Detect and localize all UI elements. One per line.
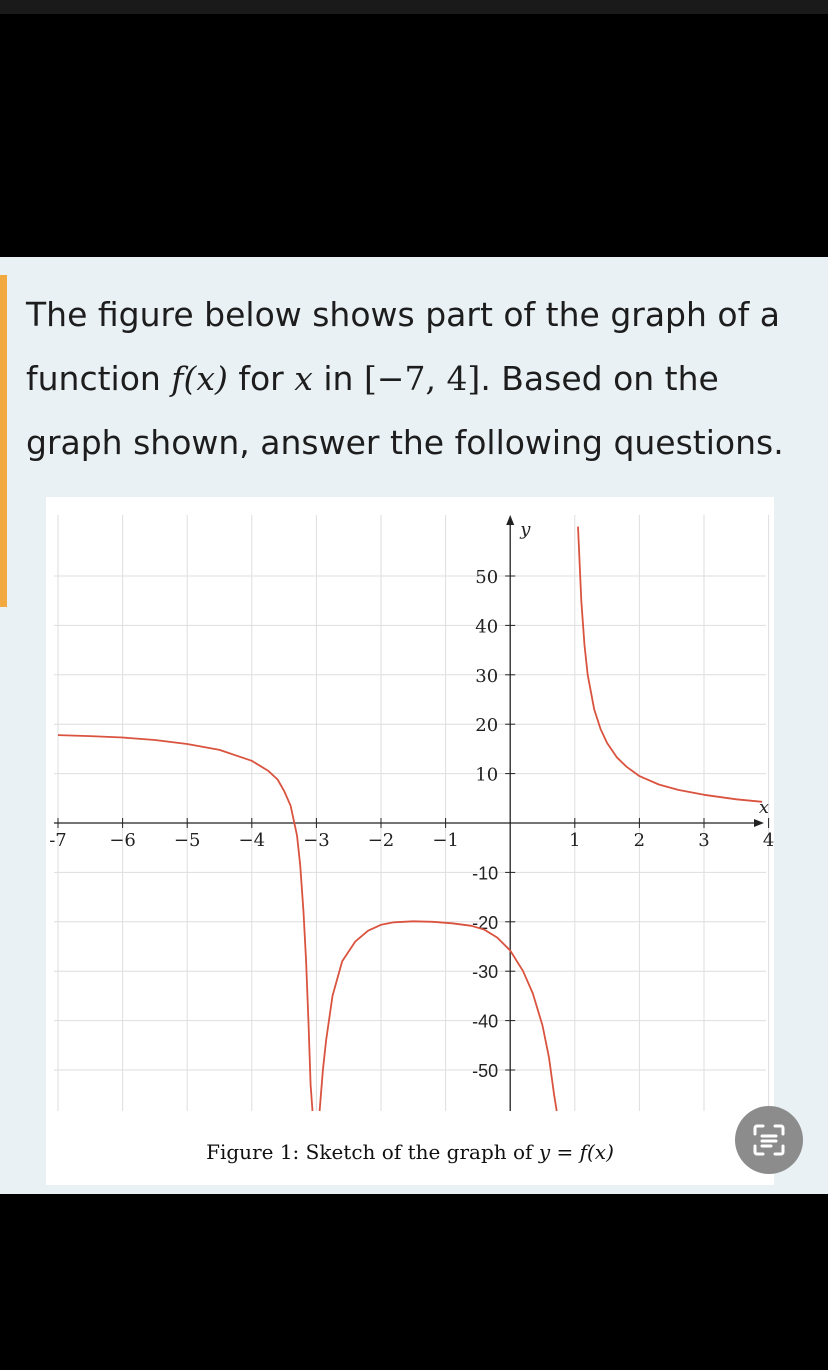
curve-branch-2 — [320, 921, 557, 1111]
figure-card — [46, 497, 774, 1185]
function-graph — [46, 497, 774, 1137]
x-tick-label: −5 — [173, 830, 201, 851]
question-part3: in — [312, 359, 364, 398]
caption-prefix: Figure 1: Sketch of the graph of — [206, 1140, 539, 1164]
y-tick-label: 50 — [475, 567, 499, 588]
x-axis-label: x — [758, 797, 770, 818]
x-tick-label: −6 — [109, 830, 136, 851]
x-tick-label: 3 — [698, 830, 710, 851]
question-part1: The figure below shows part of the graph of a function — [26, 295, 780, 398]
caption-equation: y = f(x) — [538, 1140, 614, 1164]
status-bar — [0, 0, 828, 14]
question-fx: f(x) — [171, 359, 228, 398]
question-part4: . Based on the graph shown, answer the following questions. — [26, 359, 784, 462]
y-tick-label: -10 — [472, 863, 499, 884]
question-x: x — [294, 359, 313, 398]
question-panel — [0, 257, 828, 1194]
question-part2: for — [227, 359, 295, 398]
question-interval: [−7, 4] — [363, 359, 481, 398]
y-axis-label: y — [520, 519, 531, 540]
curve-branch-3 — [578, 527, 762, 802]
x-tick-label: −3 — [303, 830, 330, 851]
bottom-bar — [0, 1194, 828, 1370]
x-axis-arrow — [754, 819, 764, 827]
text-scan-button[interactable] — [735, 1106, 803, 1174]
accent-bar — [0, 275, 7, 607]
y-tick-label: -20 — [472, 912, 499, 933]
x-tick-label: −4 — [238, 830, 266, 851]
x-tick-label: 2 — [633, 830, 646, 851]
curve-branch-1 — [58, 735, 313, 1111]
figure-caption — [46, 1140, 774, 1164]
y-tick-label: -50 — [472, 1061, 499, 1081]
x-tick-label: 4 — [762, 830, 774, 851]
y-tick-label: -30 — [472, 962, 499, 983]
y-tick-label: 20 — [475, 715, 499, 737]
y-tick-label: 30 — [475, 665, 499, 687]
y-axis-arrow — [506, 515, 514, 525]
x-tick-label: −1 — [432, 830, 459, 851]
x-tick-label: 1 — [569, 830, 581, 851]
text-scan-icon — [749, 1120, 789, 1160]
y-tick-label: 40 — [475, 616, 499, 638]
question-text — [26, 283, 806, 475]
y-tick-label: 10 — [475, 764, 499, 786]
y-tick-label: -40 — [472, 1011, 499, 1032]
x-tick-label: −2 — [367, 830, 395, 851]
x-tick-label: -7 — [49, 830, 67, 851]
